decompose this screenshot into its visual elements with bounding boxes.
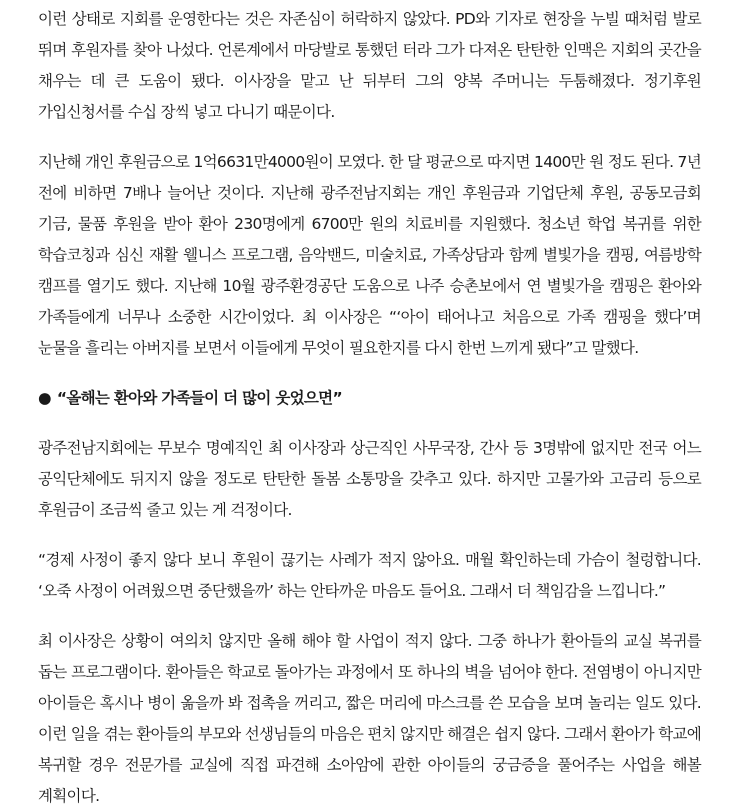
subheading-text: “올해는 환아와 가족들이 더 많이 웃었으면” [56, 389, 342, 407]
paragraph: 광주전남지회에는 무보수 명예직인 최 이사장과 상근직인 사무국장, 간사 등 3명밖에 없지만 전국 어느 공익단체에도 뒤지지 않을 정도로 탄탄한 돌봄 소통망을 갖추고 있다. 하지만 고물가와 고금리 등으로 후원금이 조금씩 줄고 있는 게 걱정이다. [38, 439, 701, 519]
bullet-icon: ● [38, 389, 51, 407]
quote-paragraph: “경제 사정이 좋지 않다 보니 후원이 끊기는 사례가 적지 않아요. 매월 확인하는데 가슴이 철렁합니다. ‘오죽 사정이 어려웠으면 중단했을까’ 하는 안타까운 마음도 들어요. 그래서 더 책임감을 느낍니다.” [38, 551, 701, 600]
paragraph: 이런 상태로 지회를 운영한다는 것은 자존심이 허락하지 않았다. PD와 기자로 현장을 누빌 때처럼 발로 뛰며 후원자를 찾아 나섰다. 언론계에서 마당발로 통했던 터라 그가 다져온 탄탄한 인맥은 지회의 곳간을 채우는 데 큰 도움이 됐다. 이사장을 맡고 난 뒤부터 그의 양복 주머니는 두툼해졌다. 정기후원 가입신청서를 수십 장씩 넣고 다니기 때문이다. [38, 10, 701, 121]
paragraph: 지난해 개인 후원금으로 1억6631만4000원이 모였다. 한 달 평균으로 따지면 1400만 원 정도 된다. 7년 전에 비하면 7배나 늘어난 것이다. 지난해 광주전남지회는 개인 후원금과 기업단체 후원, 공동모금회 기금, 물품 후원을 받아 환아 230명에게 6700만 원의 치료비를 지원했다. 청소년 학업 복귀를 위한 학습코칭과 심신 재활 웰니스 프로그램, 음악밴드, 미술치료, 가족상담과 함께 별빛가을 캠핑, 여름방학 캠프를 열기도 했다. 지난해 10월 광주환경공단 도움으로 나주 승촌보에서 연 별빛가을 캠핑은 환아와 가족들에게 너무나 소중한 시간이었다. 최 이사장은 “‘아이 태어나고 처음으로 가족 캠핑을 했다’며 눈물을 흘리는 아버지를 보면서 이들에게 무엇이 필요한지를 다시 한번 느끼게 됐다”고 말했다. [38, 153, 701, 357]
paragraph: 최 이사장은 상황이 여의치 않지만 올해 해야 할 사업이 적지 않다. 그중 하나가 환아들의 교실 복귀를 돕는 프로그램이다. 환아들은 학교로 돌아가는 과정에서 또 하나의 벽을 넘어야 한다. 전염병이 아니지만 아이들은 혹시나 병이 옮을까 봐 접촉을 꺼리고, 짧은 머리에 마스크를 쓴 모습을 보며 놀리는 일도 있다. 이런 일을 겪는 환아들의 부모와 선생님들의 마음은 편치 않지만 해결은 쉽지 않다. 그래서 환아가 학교에 복귀할 경우 전문가를 교실에 직접 파견해 소아암에 관한 아이들의 궁금증을 풀어주는 사업을 해볼 계획이다. [38, 632, 701, 805]
section-subheading [38, 383, 701, 414]
